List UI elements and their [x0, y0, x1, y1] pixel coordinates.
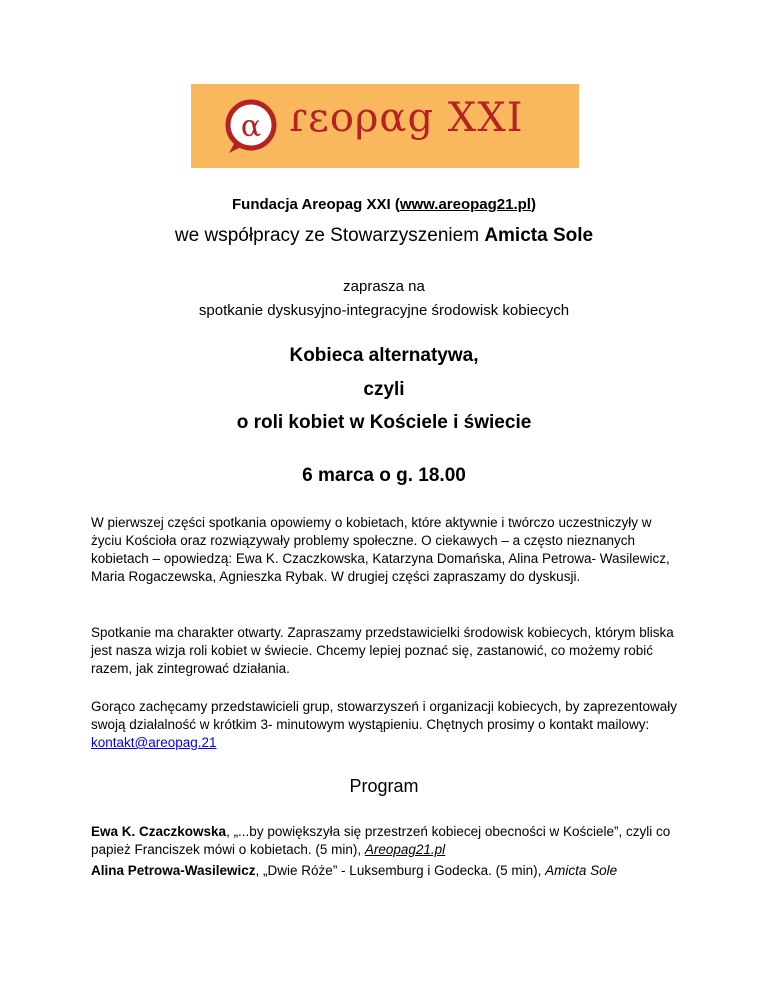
svg-text:α: α — [240, 109, 262, 144]
logo-wordmark: ɾεοραg XXI — [289, 95, 524, 141]
foundation-line: Fundacja Areopag XXI (www.areopag21.pl) — [232, 196, 536, 213]
speaker-name: Ewa K. Czaczkowska — [91, 824, 227, 839]
speaker-name: Alina Petrowa-Wasilewicz — [91, 863, 256, 878]
cooperation-line: we współpracy ze Stowarzyszeniem Amicta Sole — [174, 225, 594, 246]
contact-email-link[interactable]: kontakt@areopag.21 — [91, 735, 217, 750]
event-date: 6 marca o g. 18.00 — [302, 465, 466, 486]
event-title-line-1: Kobieca alternatywa, — [289, 345, 479, 366]
invite-line-2: spotkanie dyskusyjno-integracyjne środowisk kobiecych — [198, 302, 570, 319]
paragraph-open-meeting: Spotkanie ma charakter otwarty. Zapraszamy przedstawicielki środowisk kobiecych, którym bliska jest nasza wizja roli kobiet w świecie. Chcemy lepiej poznać się, zastanowić, co możemy robić razem, jak zintegrować działania. — [91, 625, 674, 676]
speech-bubble-at-icon — [221, 96, 281, 156]
foundation-website-link[interactable]: www.areopag21.pl — [399, 196, 531, 213]
program-item: Alina Petrowa-Wasilewicz, „Dwie Róże” - Luksemburg i Godecka. (5 min), Amicta Sole — [91, 863, 618, 878]
source-name: Amicta Sole — [545, 863, 618, 878]
program-heading: Program — [349, 776, 419, 796]
event-title-line-3: o roli kobiet w Kościele i świecie — [236, 412, 532, 433]
paragraph-intro: W pierwszej części spotkania opowiemy o kobietach, które aktywnie i twórczo uczestniczyły w życiu Kościoła oraz rozwiązywały problemy społeczne. O ciekawych – a często nieznanych kobietach – opowiedzą: Ewa K. Czaczkowska, Katarzyna Domańska, Alina Petrowa- Wasilewicz, Maria Rogaczewska, Agnieszka Rybak. W drugiej części zapraszamy do dyskusji. — [91, 515, 670, 584]
source-link[interactable]: Areopag21.pl — [364, 842, 446, 857]
event-title-line-2: czyli — [363, 379, 405, 400]
invite-line-1: zaprasza na — [343, 278, 425, 295]
areopag-logo — [191, 84, 579, 168]
program-item: Ewa K. Czaczkowska, „...by powiększyła się przestrzeń kobiecej obecności w Kościele”, czyli co papież Franciszek mówi o kobietach. (5 min), Areopag21.pl — [91, 824, 671, 857]
association-name: Amicta Sole — [484, 225, 594, 246]
paragraph-invitation: Gorąco zachęcamy przedstawicieli grup, stowarzyszeń i organizacji kobiecych, by zaprezentowały swoją działalność w krótkim 3- minutowym wystąpieniu. Chętnych prosimy o kontakt mailowy: kontakt@areopag.21 — [91, 699, 678, 750]
